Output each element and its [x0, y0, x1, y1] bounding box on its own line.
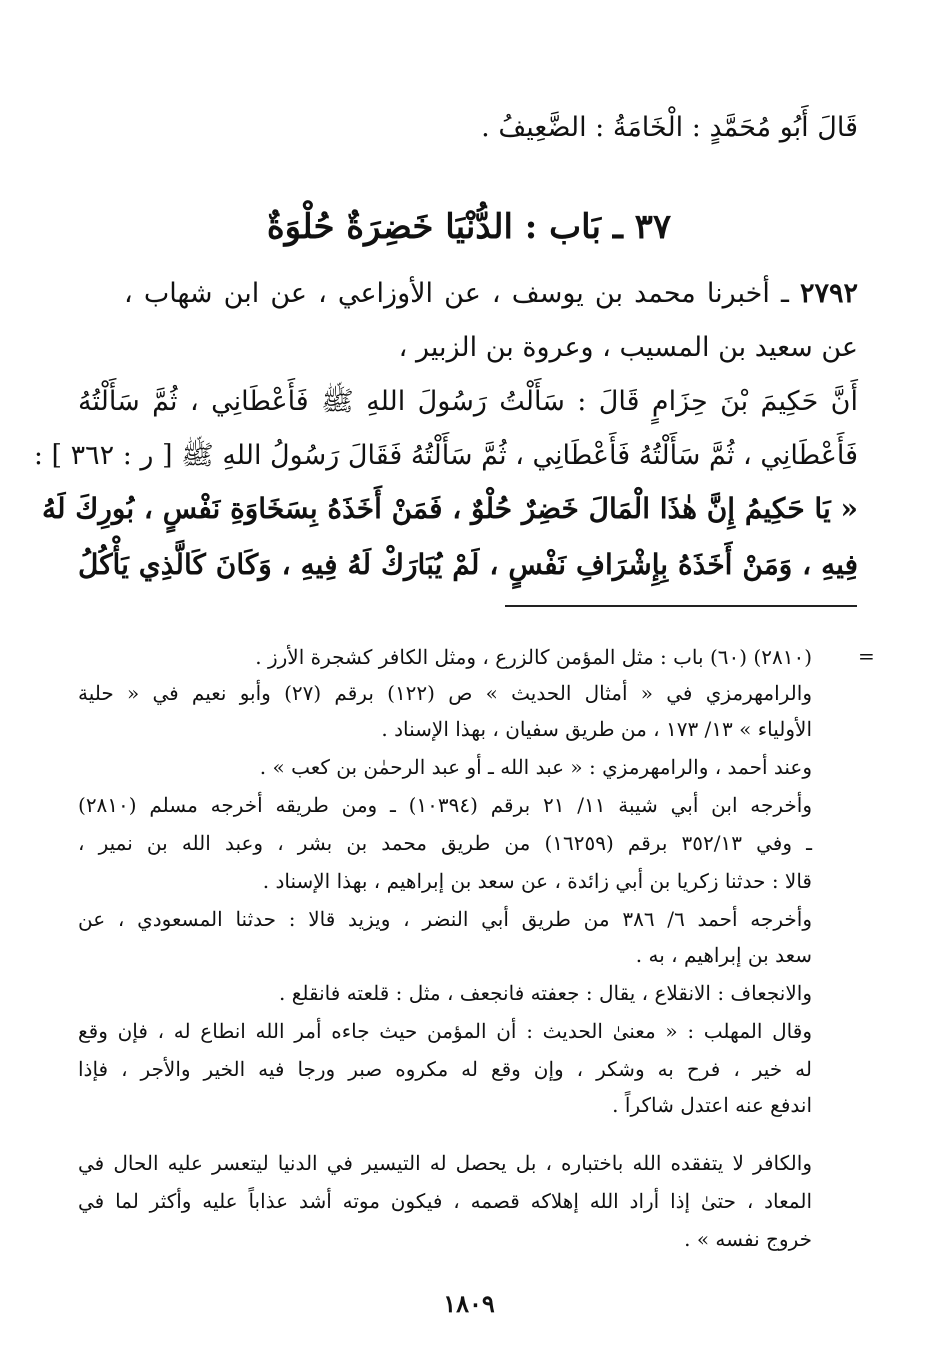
footnote-line: سعد بن إبراهيم ، به . [635, 943, 812, 967]
isnad-text: ـ أخبرنا محمد بن يوسف ، عن الأوزاعي ، عن ابن شهاب ، [124, 278, 800, 309]
footnote-line: الأولياء » ١٣/ ١٧٣ ، من طريق سفيان ، بهذا الإسناد . [381, 717, 812, 741]
footnote-separator [505, 605, 857, 607]
footnote-continuation-marker: = [858, 644, 875, 668]
author-note-line: قَالَ أَبُو مُحَمَّدٍ : الْخَامَةُ : الضَّعِيفُ . [481, 112, 858, 143]
isnad-line [124, 274, 858, 316]
chapter-heading: ٣٧ ـ بَاب : الدُّنْيَا خَضِرَةٌ حُلْوَةٌ [266, 207, 672, 247]
footnote-line: اندفع عنه اعتدل شاكراً . [612, 1093, 812, 1117]
footnote-line: خروج نفسه » . [684, 1227, 812, 1251]
page-number: ١٨٠٩ [443, 1289, 495, 1318]
footnote-line: ـ وفي ٣٥٢/١٣ برقم (١٦٢٥٩) من طريق محمد بن بشر ، وعبد الله بن نمير ، [78, 831, 812, 855]
isnad-line: عن سعيد بن المسيب ، وعروة بن الزبير ، [398, 332, 858, 363]
footnote-line: والانجعاف : الانقلاع ، يقال : جعفته فانجعف ، مثل : قلعته فانقلع . [279, 981, 812, 1005]
hadith-number: ٢٧٩٢ [799, 278, 858, 309]
footnote-line: والكافر لا يتفقده الله باختباره ، بل يحصل له التيسير في الدنيا ليتعسر عليه الحال في [78, 1151, 812, 1175]
footnote-line: (٢٨١٠) (٦٠) باب : مثل المؤمن كالزرع ، ومثل الكافر كشجرة الأرز . [255, 645, 812, 669]
footnote-line: وأخرجه ابن أبي شيبة ١١/ ٢١ برقم (١٠٣٩٤) ـ ومن طريقه أخرجه مسلم (٢٨١٠) [78, 793, 812, 817]
footnote-line: له خير ، فرح به وشكر ، وإن وقع له مكروه صبر ورجا فيه الخير والأجر ، فإذا [78, 1057, 813, 1081]
footnote-line: قالا : حدثنا زكريا بن أبي زائدة ، عن سعد بن إبراهيم ، بهذا الإسناد . [262, 869, 812, 893]
footnote-line: وقال المهلب : « معنىٰ الحديث : أن المؤمن حيث جاءه أمر الله انطاع له ، فإن وقع [78, 1019, 812, 1043]
footnote-line: المعاد ، حتىٰ إذا أراد الله إهلاكه قصمه ، فيكون موته أشد عذاباً عليه وأكثر لما في [78, 1189, 812, 1213]
matn-line-prophetic-speech: فِيهِ ، وَمَنْ أَخَذَهُ بِإِشْرَافِ نَفْسٍ ، لَمْ يُبَارَكْ لَهُ فِيهِ ، وَكَانَ كَالَّذِي يَأْكُلُ [78, 548, 858, 581]
footnote-line: وعند أحمد ، والرامهرمزي : « عبد الله ـ أو عبد الرحمٰن بن كعب » . [259, 755, 812, 779]
matn-line-prophetic-speech: « يَا حَكِيمُ إِنَّ هٰذَا الْمَالَ خَضِرٌ حُلْوٌ ، فَمَنْ أَخَذَهُ بِسَخَاوَةِ نَفْسٍ ، بُورِكَ لَهُ [42, 492, 858, 525]
footnote-line: وأخرجه أحمد ٦/ ٣٨٦ من طريق أبي النضر ، ويزيد قالا : حدثنا المسعودي ، عن [78, 907, 812, 931]
matn-line: فَأَعْطَانِي ، ثُمَّ سَأَلْتُهُ فَأَعْطَانِي ، ثُمَّ سَأَلْتُهُ فَقَالَ رَسُولُ اللهِ ﷺ [ ر : ٣٦٢ ] : [33, 440, 858, 471]
footnote-line: والرامهرمزي في « أمثال الحديث » ص (١٢٢) برقم (٢٧) وأبو نعيم في « حلية [78, 681, 812, 705]
matn-line: أَنَّ حَكِيمَ بْنَ حِزَامٍ قَالَ : سَأَلْتُ رَسُولَ اللهِ ﷺ فَأَعْطَانِي ، ثُمَّ سَأَلْتُهُ [78, 386, 858, 417]
